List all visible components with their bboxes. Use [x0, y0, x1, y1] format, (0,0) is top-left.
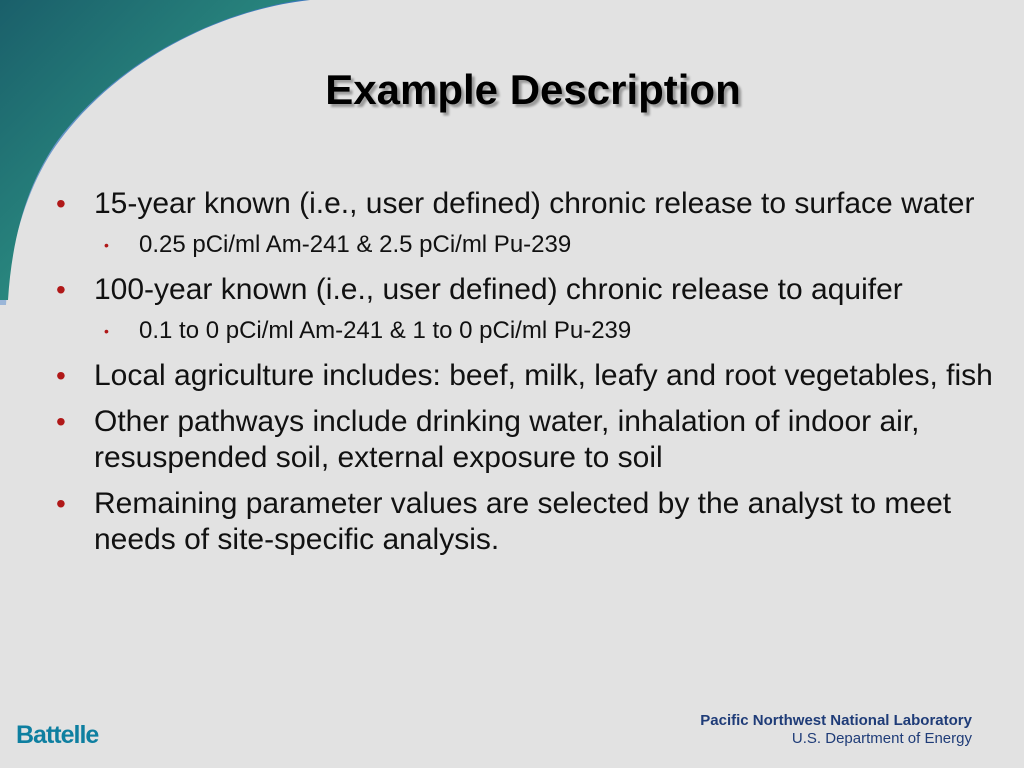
pnnl-logo [700, 712, 972, 748]
bullet-list [56, 186, 996, 568]
sub-bullet-text: 0.25 pCi/ml Am-241 & 2.5 pCi/ml Pu-239 [139, 231, 572, 258]
sub-bullet-dot-icon: • [104, 237, 109, 253]
sub-bullet-item [56, 230, 996, 260]
bullet-item [56, 186, 996, 222]
bullet-item [56, 486, 996, 558]
bullet-text: 100-year known (i.e., user defined) chronic release to aquifer [94, 273, 903, 306]
bullet-dot-icon: • [56, 360, 66, 391]
bullet-dot-icon: • [56, 188, 66, 219]
sub-bullet-item [56, 316, 996, 346]
lab-name: Pacific Northwest National Laboratory [700, 712, 972, 729]
bullet-dot-icon: • [56, 406, 66, 437]
bullet-item [56, 272, 996, 308]
bullet-text: 15-year known (i.e., user defined) chronic release to surface water [94, 187, 975, 220]
sub-bullet-dot-icon: • [104, 323, 109, 339]
bullet-text: Remaining parameter values are selected by the analyst to meet needs of site-specific analysis. [94, 487, 952, 556]
bullet-text: Local agriculture includes: beef, milk, leafy and root vegetables, fish [94, 359, 993, 392]
bullet-text: Other pathways include drinking water, inhalation of indoor air, resuspended soil, external exposure to soil [94, 405, 920, 474]
battelle-logo: Battelle [16, 721, 99, 749]
bullet-item [56, 358, 996, 394]
bullet-dot-icon: • [56, 274, 66, 305]
bullet-dot-icon: • [56, 488, 66, 519]
bullet-item [56, 404, 996, 476]
slide-title: Example Description [325, 66, 741, 113]
sub-bullet-text: 0.1 to 0 pCi/ml Am-241 & 1 to 0 pCi/ml Pu-239 [139, 317, 632, 344]
department-name: U.S. Department of Energy [791, 730, 972, 747]
